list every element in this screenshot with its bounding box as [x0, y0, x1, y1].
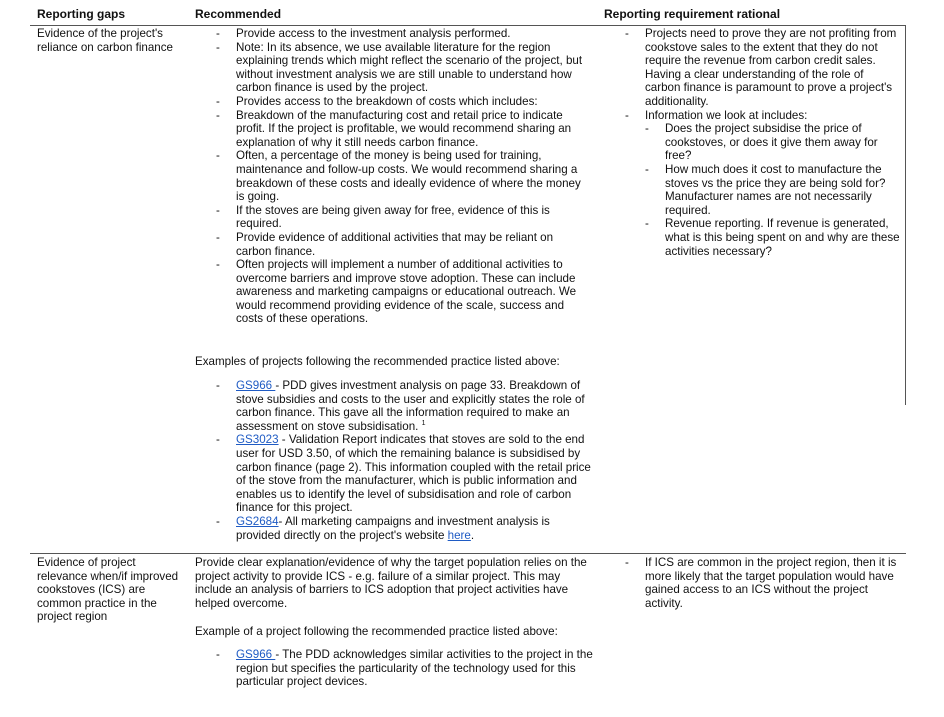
list-item: - How much does it cost to manufacture the stoves vs the price they are being sold for? Manufacturer names are not necessarily required. [665, 163, 900, 217]
list-item: - Does the project subsidise the price of cookstoves, or does it give them away for free? [665, 122, 900, 163]
row2-recommended: Provide clear explanation/evidence of why the target population relies on the project activity to provide ICS - e.g. failure of a similar project. This may include an analysis of barriers to ICS adoption that project activities have helped overcome. [195, 556, 587, 610]
footnote-marker[interactable]: 1 [421, 419, 426, 427]
row1-recommended-list [236, 27, 591, 326]
header-recommended: Recommended [195, 7, 282, 21]
row2-gap: Evidence of project relevance when/if improved cookstoves (ICS) are common practice in the project region [37, 556, 179, 624]
example-item: - GS2684- All marketing campaigns and investment analysis is provided directly on the project's website here. [236, 515, 591, 542]
example-link-gs2684[interactable]: GS2684 [236, 514, 279, 528]
list-item: - Often, a percentage of the money is being used for training, maintenance and follow-up costs. We would recommend sharing a breakdown of these costs and ideally evidence of where the money is going. [236, 149, 591, 203]
header-reporting-gaps: Reporting gaps [37, 7, 126, 21]
table-right-border [905, 25, 906, 405]
row2-example-heading: Example of a project following the recommended practice listed above: [195, 625, 558, 638]
list-item: - If the stoves are being given away for free, evidence of this is required. [236, 204, 591, 231]
row1-examples-heading: Examples of projects following the recommended practice listed above: [195, 355, 560, 368]
list-item: - Provide evidence of additional activities that may be reliant on carbon finance. [236, 231, 591, 258]
list-item: - Revenue reporting. If revenue is generated, what is this being spent on and why are these activities necessary? [665, 217, 900, 258]
list-item: - If ICS are common in the project region, then it is more likely that the target population would have gained access to an ICS without the project activity. [645, 556, 900, 610]
row1-gap: Evidence of the project's reliance on carbon finance [37, 27, 173, 54]
example-item: - GS966 - PDD gives investment analysis on page 33. Breakdown of stove subsidies and costs to the user and explicitly states the role of carbon finance. This gave all the information required to make an assessment on stove subsidisation. $^1$ [236, 379, 591, 433]
list-item: - Projects need to prove they are not profiting from cookstove sales to the extent that they do not require the revenue from carbon credit sales. Having a clear understanding of the role of carbon finance is paramount to prove a project's additionality. [645, 27, 900, 109]
list-item: - Breakdown of the manufacturing cost and retail price to indicate profit. If the project is profitable, we would recommend sharing an explanation of why it still needs carbon finance. [236, 109, 591, 150]
example-link-gs3023[interactable]: GS3023 [236, 433, 279, 447]
example-item: - GS3023 - Validation Report indicates that stoves are sold to the end user for USD 3.50, of which the remaining balance is subsidised by carbon finance (page 2). This information coupled with the retail price of the stove from the manufacturer, which is public information and enables us to identify the level of subsidisation and role of carbon finance for this project. [236, 433, 591, 515]
row2-rational-list [645, 556, 900, 610]
example-link-gs966[interactable]: GS966 [236, 648, 276, 661]
list-item: - Provides access to the breakdown of costs which includes: [236, 95, 591, 109]
row2-example-list [236, 648, 596, 689]
row-divider [30, 553, 906, 554]
website-here-link[interactable]: here [447, 528, 471, 542]
header-rational: Reporting requirement rational [604, 7, 781, 21]
example-link-gs966[interactable]: GS966 [236, 379, 276, 392]
row1-examples-list [236, 379, 591, 542]
list-item: - Information we look at includes: - Does the project subsidise the price of cookstoves, or does it give them away for free? - How much does it cost to manufacture the stoves vs the price they are being sold for? Manufacturer names are not necessarily required. - Revenue reporting. If revenue is generated, what is this being spent on and why are these activities necessary? [645, 109, 900, 259]
example-item: - GS966 - The PDD acknowledges similar activities to the project in the region but specifies the particularity of the technology used for this particular project devices. [236, 648, 596, 689]
list-item: - Provide access to the investment analysis performed. [236, 27, 591, 41]
header-divider [30, 25, 906, 26]
row1-rational-list [645, 27, 900, 258]
list-item: - Often projects will implement a number of additional activities to overcome barriers and improve stove adoption. These can include awareness and marketing campaigns or educational outreach. We would recommend providing evidence of the scale, success and costs of these operations. [236, 258, 591, 326]
list-item: - Note: In its absence, we use available literature for the region explaining trends which might reflect the scenario of the project, but without investment analysis we are still unable to understand how carbon finance is used by the project. [236, 41, 591, 95]
rational-sub-list [645, 122, 900, 258]
